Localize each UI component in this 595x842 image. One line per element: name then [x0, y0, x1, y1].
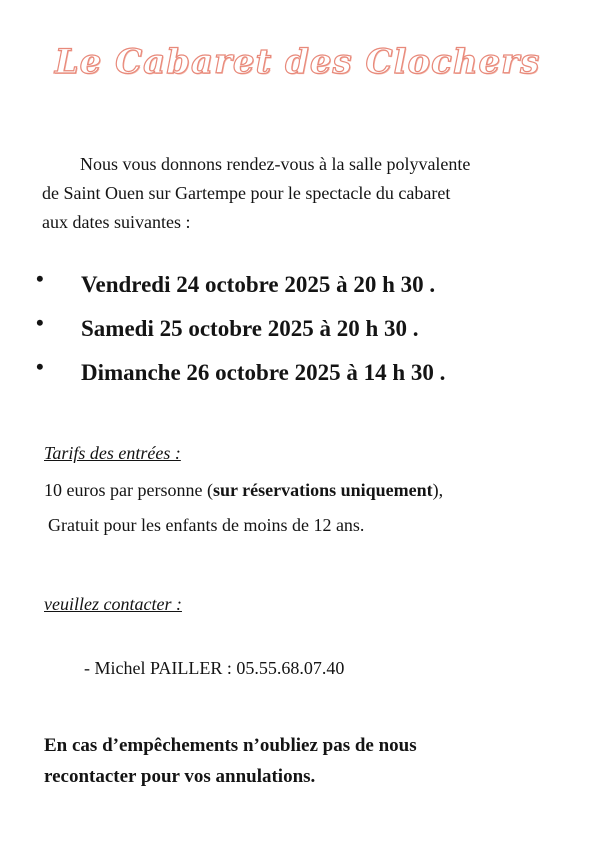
- date-text: Dimanche 26 octobre 2025 à 14 h 30 .: [81, 360, 446, 385]
- date-item: [36, 268, 576, 312]
- contact-label: veuillez contacter :: [44, 594, 182, 614]
- bullet-icon: •: [36, 266, 44, 291]
- intro-line-1: Nous vous donnons rendez-vous à la salle polyvalente: [80, 154, 471, 174]
- cancellation-notice: [44, 730, 564, 792]
- date-item: [36, 312, 576, 356]
- bullet-icon: •: [36, 310, 44, 335]
- intro-paragraph: [42, 150, 562, 237]
- tarifs-line-2: Gratuit pour les enfants de moins de 12 ans.: [48, 515, 365, 535]
- dates-list: [36, 268, 576, 400]
- tarifs-label: Tarifs des entrées :: [44, 443, 181, 463]
- intro-line-2: de Saint Ouen sur Gartempe pour le spectacle du cabaret: [42, 183, 451, 203]
- notice-line-2: recontacter pour vos annulations.: [44, 766, 316, 787]
- date-text: Vendredi 24 octobre 2025 à 20 h 30 .: [81, 272, 436, 297]
- tarifs-line-1: 10 euros par personne (sur réservations uniquement),: [44, 480, 444, 500]
- page-title: Le Cabaret des Clochers: [54, 42, 541, 82]
- contact-person: - Michel PAILLER : 05.55.68.07.40: [84, 658, 345, 678]
- reservation-emphasis: sur réservations uniquement: [212, 480, 433, 500]
- bullet-icon: •: [36, 354, 44, 379]
- date-item: [36, 356, 576, 400]
- intro-line-3: aux dates suivantes :: [42, 212, 191, 232]
- notice-line-1: En cas d’empêchements n’oubliez pas de nous: [44, 735, 417, 756]
- date-text: Samedi 25 octobre 2025 à 20 h 30 .: [81, 316, 419, 341]
